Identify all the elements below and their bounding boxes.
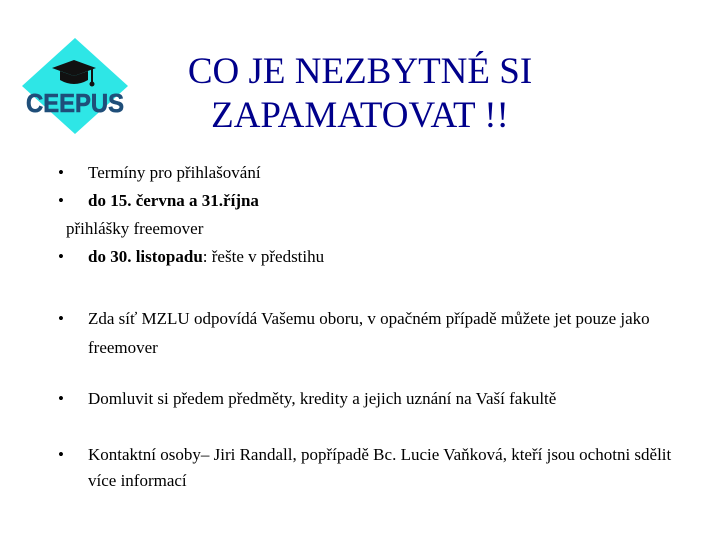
bullet: • <box>58 247 64 266</box>
bullet: • <box>58 389 64 408</box>
list-item-subjects <box>58 386 556 411</box>
deadlines-heading: Termíny pro přihlašování <box>88 163 261 182</box>
bullet: • <box>58 445 64 464</box>
freemover-label-line <box>66 216 203 241</box>
network-check-text: Zda síť MZLU odpovídá Vašemu oboru, v opačném případě můžete jet pouze jako freemover <box>88 309 650 357</box>
ceepus-logo <box>20 36 130 136</box>
title-line-1: CO JE NEZBYTNÉ SI <box>187 51 533 92</box>
agree-subjects-text: Domluvit si předem předměty, kredity a jejich uznání na Vaší fakultě <box>88 389 557 408</box>
title-line-2: ZAPAMATOVAT !! <box>211 95 509 136</box>
logo-text: CEEPUS <box>26 88 124 118</box>
contacts-text: Kontaktní osoby– Jiri Randall, popřípadě Bc. Lucie Vaňková, kteří jsou ochotni sdělit více informací <box>88 445 672 490</box>
freemover-label: přihlášky freemover <box>66 219 204 238</box>
ceepus-logo-graphic <box>20 36 130 136</box>
bullet: • <box>58 191 64 210</box>
list-item-dates <box>58 188 259 213</box>
bullet: • <box>58 309 64 328</box>
list-item-freemover-deadline <box>58 244 324 269</box>
freemover-date: do 30. listopadu <box>88 247 203 266</box>
list-item-deadlines <box>58 160 261 185</box>
list-item-contacts <box>58 442 678 494</box>
freemover-note: : řešte v předstihu <box>202 247 325 266</box>
bullet: • <box>58 163 64 182</box>
deadline-dates: do 15. června a 31.října <box>88 191 259 210</box>
list-item-network <box>58 304 688 362</box>
logo-diamond <box>22 38 128 134</box>
page-title <box>150 50 570 138</box>
